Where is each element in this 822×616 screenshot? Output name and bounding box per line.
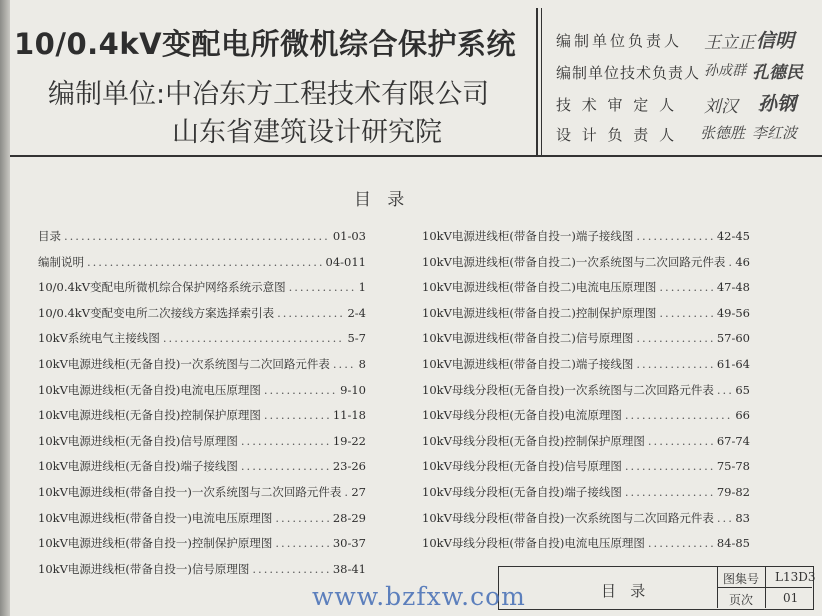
signature: 张德胜 [700, 124, 746, 142]
toc-entry-label: 10kV电源进线柜(带备自投一)控制保护原理图 [38, 536, 273, 551]
toc-leader-dots [289, 280, 356, 294]
signature: 孙钢 [758, 93, 797, 115]
toc-entry [422, 407, 750, 433]
toc-entry-label: 10kV电源进线柜(带备自投二)信号原理图 [422, 331, 634, 346]
toc-leader-dots [277, 306, 344, 320]
toc-leader-dots [264, 408, 330, 422]
toc-entry-label: 10kV电源进线柜(无备自投)电流电压原理图 [38, 382, 261, 397]
toc-entry-page: 23-26 [332, 459, 366, 474]
toc-leader-dots [64, 229, 330, 243]
toc-entry-label: 10/0.4kV变配电所微机综合保护网络系统示意图 [38, 280, 286, 295]
toc-leader-dots [717, 511, 732, 525]
toc-entry-page: 79-82 [716, 484, 750, 499]
signature: 刘汉 [704, 97, 738, 117]
toc-leader-dots [636, 229, 713, 243]
toc-entry [422, 433, 750, 459]
toc-title: 目 录 [354, 190, 405, 210]
toc-entry [422, 458, 750, 484]
approval-role-1: 编制单位负责人 [556, 32, 683, 50]
toc-entry-page: 67-74 [716, 433, 750, 448]
toc-entry-page: 66 [735, 408, 750, 423]
toc-entry-page: 04-011 [325, 254, 366, 269]
toc-entry-label: 10kV电源进线柜(带备自投一)一次系统图与二次回路元件表 [38, 484, 342, 499]
toc-entry-label: 10kV母线分段柜(无备自投)一次系统图与二次回路元件表 [422, 382, 714, 397]
toc-entry [422, 305, 750, 331]
toc-entry [38, 382, 366, 408]
toc-entry [38, 510, 366, 536]
toc-entry-label: 10kV电源进线柜(无备自投)端子接线图 [38, 459, 238, 474]
toc-leader-dots [659, 280, 713, 294]
toc-leader-dots [636, 357, 713, 371]
toc-entry-page: 57-60 [716, 331, 750, 346]
watermark: www.bzfxw.com [312, 582, 526, 611]
toc-leader-dots [333, 357, 356, 371]
toc-leader-dots [275, 511, 329, 525]
org-line-2: 山东省建筑设计研究院 [172, 117, 442, 148]
toc-entry-label: 10kV母线分段柜(无备自投)电流原理图 [422, 408, 622, 423]
toc-leader-dots [636, 331, 713, 345]
toc-entry-label: 10kV电源进线柜(带备自投一)端子接线图 [422, 229, 634, 243]
approval-role-2: 编制单位技术负责人 [556, 64, 701, 82]
toc-entry [422, 279, 750, 305]
toc-entry-page: 49-56 [716, 305, 750, 320]
toc-entry [38, 458, 366, 484]
toc-entry-page: 01-03 [332, 229, 366, 243]
page-number: 01 [783, 591, 799, 605]
approval-role-4: 设 计 负 责 人 [556, 126, 678, 144]
toc-entry [38, 279, 366, 305]
toc-leader-dots [275, 536, 329, 550]
toc-leader-dots [264, 383, 337, 397]
toc-entry-label: 编制说明 [38, 254, 84, 269]
toc-entry [422, 484, 750, 510]
toc-entry-page: 75-78 [716, 459, 750, 474]
toc-entry-page: 2-4 [347, 305, 366, 320]
toc-entry-label: 10kV电源进线柜(带备自投一)信号原理图 [38, 561, 250, 576]
toc-entry [38, 535, 366, 561]
toc-entry-page: 46 [735, 254, 750, 269]
toc-leader-dots [659, 306, 713, 320]
toc-entry [38, 484, 366, 510]
toc-entry [38, 228, 366, 254]
header-bottom-rule [10, 155, 822, 157]
toc-entry-label: 10kV电源进线柜(无备自投)一次系统图与二次回路元件表 [38, 356, 330, 371]
signature: 孔德民 [752, 63, 803, 83]
toc-right-column [422, 228, 750, 561]
toc-entry-label: 10kV电源进线柜(带备自投二)控制保护原理图 [422, 305, 657, 320]
toc-entry [422, 382, 750, 408]
toc-entry-page: 61-64 [716, 356, 750, 371]
toc-entry-label: 10kV母线分段柜(无备自投)控制保护原理图 [422, 433, 645, 448]
toc-entry [422, 330, 750, 356]
toc-entry-page: 1 [358, 280, 366, 295]
toc-entry-label: 10kV系统电气主接线图 [38, 331, 160, 346]
toc-entry-label: 10kV电源进线柜(无备自投)信号原理图 [38, 433, 238, 448]
org-line-1: 编制单位:中冶东方工程技术有限公司 [48, 79, 490, 110]
toc-entry-page: 9-10 [340, 382, 366, 397]
approval-role-3: 技 术 审 定 人 [556, 96, 678, 114]
scan-edge [0, 0, 10, 616]
toc-entry-page: 11-18 [332, 408, 366, 423]
toc-entry-label: 10kV母线分段柜(带备自投)电流电压原理图 [422, 536, 645, 551]
title-block-title: 目 录 [601, 582, 646, 600]
toc-entry [38, 305, 366, 331]
toc-entry-label: 10kV电源进线柜(带备自投二)端子接线图 [422, 356, 634, 371]
toc-entry-label: 10kV电源进线柜(带备自投一)电流电压原理图 [38, 510, 273, 525]
toc-leader-dots [252, 562, 329, 576]
header-divider [536, 8, 538, 156]
toc-leader-dots [241, 459, 330, 473]
page-title: 10/0.4kV变配电所微机综合保护系统 [14, 27, 517, 61]
toc-leader-dots [648, 536, 714, 550]
toc-entry [38, 356, 366, 382]
toc-leader-dots [241, 434, 330, 448]
toc-leader-dots [625, 485, 714, 499]
toc-entry [422, 510, 750, 536]
toc-entry-page: 19-22 [332, 433, 366, 448]
title-block-rule [717, 587, 812, 588]
toc-entry [422, 535, 750, 561]
toc-entry-label: 目录 [38, 229, 61, 243]
toc-entry-label: 10/0.4kV变配变电所二次接线方案选择索引表 [38, 305, 275, 320]
header-divider-inner [541, 8, 542, 156]
toc-entry-page: 27 [351, 484, 366, 499]
atlas-label: 图集号 [723, 572, 760, 586]
toc-entry-page: 42-45 [716, 229, 750, 243]
toc-entry-label: 10kV母线分段柜(无备自投)端子接线图 [422, 484, 622, 499]
toc-entry [422, 356, 750, 382]
toc-entry-page: 47-48 [716, 280, 750, 295]
signature: 王立正 [704, 33, 755, 53]
toc-entry-page: 5-7 [347, 331, 366, 346]
toc-leader-dots [87, 255, 323, 269]
toc-entry-page: 30-37 [332, 536, 366, 551]
page-label: 页次 [729, 593, 754, 607]
toc-entry [38, 433, 366, 459]
toc-entry [38, 254, 366, 280]
atlas-number: L13D3 [775, 570, 816, 584]
toc-entry-page: 65 [735, 382, 750, 397]
signature: 信明 [756, 30, 795, 52]
signature: 李红波 [752, 124, 798, 142]
toc-entry-page: 83 [735, 510, 750, 525]
toc-entry-label: 10kV电源进线柜(带备自投二)一次系统图与二次回路元件表 [422, 254, 726, 269]
toc-entry-page: 28-29 [332, 510, 366, 525]
toc-leader-dots [717, 383, 732, 397]
toc-entry [422, 254, 750, 280]
toc-leader-dots [648, 434, 714, 448]
toc-entry-label: 10kV母线分段柜(无备自投)信号原理图 [422, 459, 622, 474]
toc-entry [422, 228, 750, 254]
toc-entry-page: 84-85 [716, 536, 750, 551]
toc-entry-page: 8 [358, 356, 366, 371]
toc-entry [38, 330, 366, 356]
title-block [498, 566, 814, 610]
signature: 孙成群 [704, 63, 746, 79]
toc-entry-page: 38-41 [332, 561, 366, 576]
toc-leader-dots [163, 331, 345, 345]
toc-leader-dots [728, 255, 732, 269]
toc-entry-label: 10kV电源进线柜(无备自投)控制保护原理图 [38, 408, 261, 423]
toc-entry-label: 10kV母线分段柜(带备自投)一次系统图与二次回路元件表 [422, 510, 714, 525]
toc-left-column [38, 228, 366, 586]
toc-leader-dots [625, 459, 714, 473]
toc-entry-label: 10kV电源进线柜(带备自投二)电流电压原理图 [422, 280, 657, 295]
toc-entry [38, 407, 366, 433]
toc-leader-dots [344, 485, 348, 499]
toc-leader-dots [625, 408, 732, 422]
